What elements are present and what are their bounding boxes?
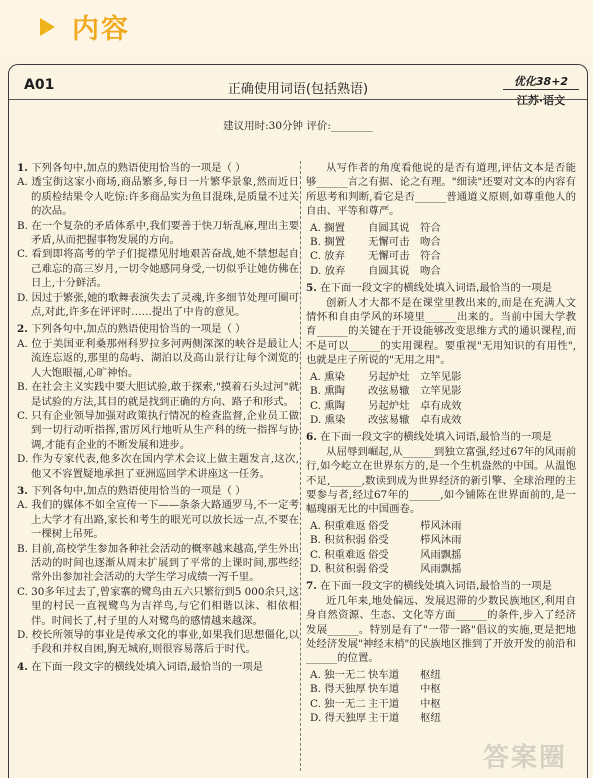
choice-a: A. 独一无二 快车道 枢纽: [310, 668, 441, 681]
column-divider: [300, 161, 301, 771]
choice-c: C. 积重难返 俗受 风雨飘摇: [310, 548, 462, 561]
option-a: A. 透宝街这家小商场,商品繁多,每日一片繁华景象,然而近日的质检结果令人吃惊:许多商品实为鱼目混珠,是质量不过关的次品。: [17, 176, 299, 218]
option-c: C. 30多年过去了,曾家寨的鹭鸟由五六只繁衍到5 000余只,这里的村民一直视鹭鸟为吉祥鸟,与它们相谐以沫、相依相伴。时间长了,村子里的人对鹭鸟的感情越来越深。: [17, 585, 299, 627]
option-d: D. 作为专家代表,他多次在国内学术会议上做主题发言,这次,他又不容置疑地承担了亚洲巡回学术讲座这一任务。: [17, 453, 299, 480]
question-stem: 1. 下列各句中,加点的熟语使用恰当的一项是（ ）: [17, 162, 246, 174]
worksheet-page: [8, 64, 588, 778]
option-a: A. 位于美国亚利桑那州科罗拉多河两侧深深的峡谷是最让人流连忘返的,那里的岛屿、湖泊以及高山景行让每个浏览的人大饱眼福,心旷神怡。: [17, 337, 299, 379]
choice-a: A. 搁置 自圆其说 符合: [310, 221, 441, 234]
right-column: [306, 161, 576, 728]
choice-b: B. 熏陶 改弦易辙 立竿见影: [310, 385, 462, 398]
question-3: [17, 484, 299, 657]
passage: 近几年来,地处偏远、发展迟滞的少数民族地区,利用自身自然资源、生态、文化等方面______的条件,步入了经济发展______。特别是有了"一带一路"倡议的实施,更是把地处经济发展"神经末梢"的民族地区推到了开放开发的前沿和______的位置。: [306, 594, 576, 665]
question-stem: 2. 下列各句中,加点的熟语使用恰当的一项是（ ）: [17, 323, 246, 336]
question-5: [306, 281, 576, 427]
time-and-evaluation: 建议用时:30分钟 评价:________: [223, 120, 373, 132]
question-stem: 3. 下列各句中,加点的熟语使用恰当的一项是（ ）: [17, 484, 246, 497]
choice-d: D. 积贫积弱 俗受 风雨飘摇: [310, 562, 462, 575]
section-title: 内容: [72, 14, 130, 45]
choice-d: D. 熏染 改弦易辙 卓有成效: [310, 413, 462, 426]
question-stem: 6. 在下面一段文字的横线处填入词语,最恰当的一项是: [306, 431, 553, 444]
arrow-icon: [40, 18, 55, 36]
left-column: [17, 161, 299, 677]
option-b: B. 目前,高校学生参加各种社会活动的概率越来越高,学生外出活动的时间也逐渐从周末扩展到了平常的上课时间,那些经常外出参加社会活动的大学生学习成绩一泻千里。: [17, 542, 299, 584]
choice-a: A. 熏染 另起炉灶 立竿见影: [310, 370, 462, 383]
option-b: B. 在社会主义实践中要大胆试验,敢于探索,"摸着石头过河"就是试验的方法,其目的就是找到正确的方向、路子和形式。: [17, 381, 299, 408]
question-stem: 4. 在下面一段文字的横线处填入词语,最恰当的一项是: [17, 660, 264, 673]
page-title: 正确使用词语(包括熟语): [227, 82, 369, 97]
option-c: C. 只有企业领导加强对政策执行情况的检查监督,企业员工做到一切行动听指挥,雷厉风行地听从生产科的统一指挥与协调,才能有企业的不断发展和进步。: [17, 409, 299, 451]
brand-name: 优化38+2: [503, 73, 579, 90]
option-a: A. 我们的媒体不如全宣传一下——条条大路通罗马,不一定考上大学才有出路,家长和考生的眼光可以放长远一点,不要在一棵树上吊死。: [17, 499, 299, 541]
choice-a: A. 积重难返 俗受 栉风沐雨: [310, 519, 462, 532]
question-stem: 5. 在下面一段文字的横线处填入词语,最恰当的一项是: [306, 282, 553, 295]
question-4-stem: [17, 660, 299, 674]
option-d: D. 因过于繁张,她的歌舞表演失去了灵魂,许多细节处理可圈可点,对此,许多在评评时……提出了中肯的意见。: [17, 291, 299, 319]
question-7: [306, 579, 576, 725]
choice-d: D. 得天独厚 主干道 枢纽: [310, 712, 441, 725]
choice-b: B. 得天独厚 快车道 中枢: [310, 683, 441, 696]
passage: 从写作者的角度看他说的是否有道理,评估文本是否能够______言之有据、论之有理。"细读"还要对文本的内容有所思考和判断,看它是否______普通道义原则,如尊重他人的自由、平等和尊严。: [306, 162, 576, 218]
option-b: B. 在一个复杂的矛盾体系中,我们要善于快刀斩乱麻,理出主要矛盾,从而把握事物发展的方向。: [17, 219, 299, 247]
section-header: [0, 0, 593, 58]
brand-logo: [503, 73, 579, 107]
question-6: [306, 430, 576, 576]
passage: 创新人才大都不是在课堂里教出来的,而是在充满人文情怀和自由学风的环境里______出来的。当前中国大学教育______的关键在于开设能够改变思维方式的通识课程,而不是可以______的实用课程。要重视"无用知识的有用性",也就是庄子所说的"无用之用"。: [306, 296, 576, 367]
title-divider: [9, 99, 587, 100]
question-1: [17, 161, 299, 319]
brand-subject: 江苏·语文: [516, 94, 566, 107]
choice-c: C. 熏陶 另起炉灶 卓有成效: [310, 399, 462, 412]
question-4-body: [306, 161, 576, 278]
option-d: D. 校长所领导的事业是传承文化的事业,如果我们思想僵化,以手段和并权自困,胸无城府,则很容易落后于时代。: [17, 629, 299, 656]
question-2: [17, 322, 299, 480]
option-c: C. 看到即将高考的学子们捉襟见肘地艰苦奋战,她不禁想起自己难忘的高三岁月,一切令她感同身受,一切似乎让她仿佛在日上,十分鲜活。: [17, 248, 299, 290]
passage: 从屈辱到崛起,从______到独立富强,经过67年的风雨前行,如今屹立在世界东方的,是一个生机盎然的中国。从温饱不足,______,数读到成为世界经济的新引擎、全球治理的主要参与者,经过67年的______,如今铺陈在世界面前的,是一幅瑰丽无比的中国画卷。: [306, 445, 576, 516]
choice-b: B. 搁置 无懈可击 吻合: [310, 236, 441, 249]
choice-d: D. 放弃 自圆其说 吻合: [310, 264, 441, 277]
choice-c: C. 放弃 无懈可击 符合: [310, 250, 441, 263]
lesson-code: A01: [24, 77, 55, 93]
watermark-logo: 答案圈: [482, 743, 567, 773]
question-stem: 7. 在下面一段文字的横线处填入词语,最恰当的一项是: [306, 580, 553, 593]
choice-b: B. 积贫积弱 俗受 栉风沐雨: [310, 534, 462, 547]
choice-c: C. 独一无二 主干道 中枢: [310, 697, 441, 710]
